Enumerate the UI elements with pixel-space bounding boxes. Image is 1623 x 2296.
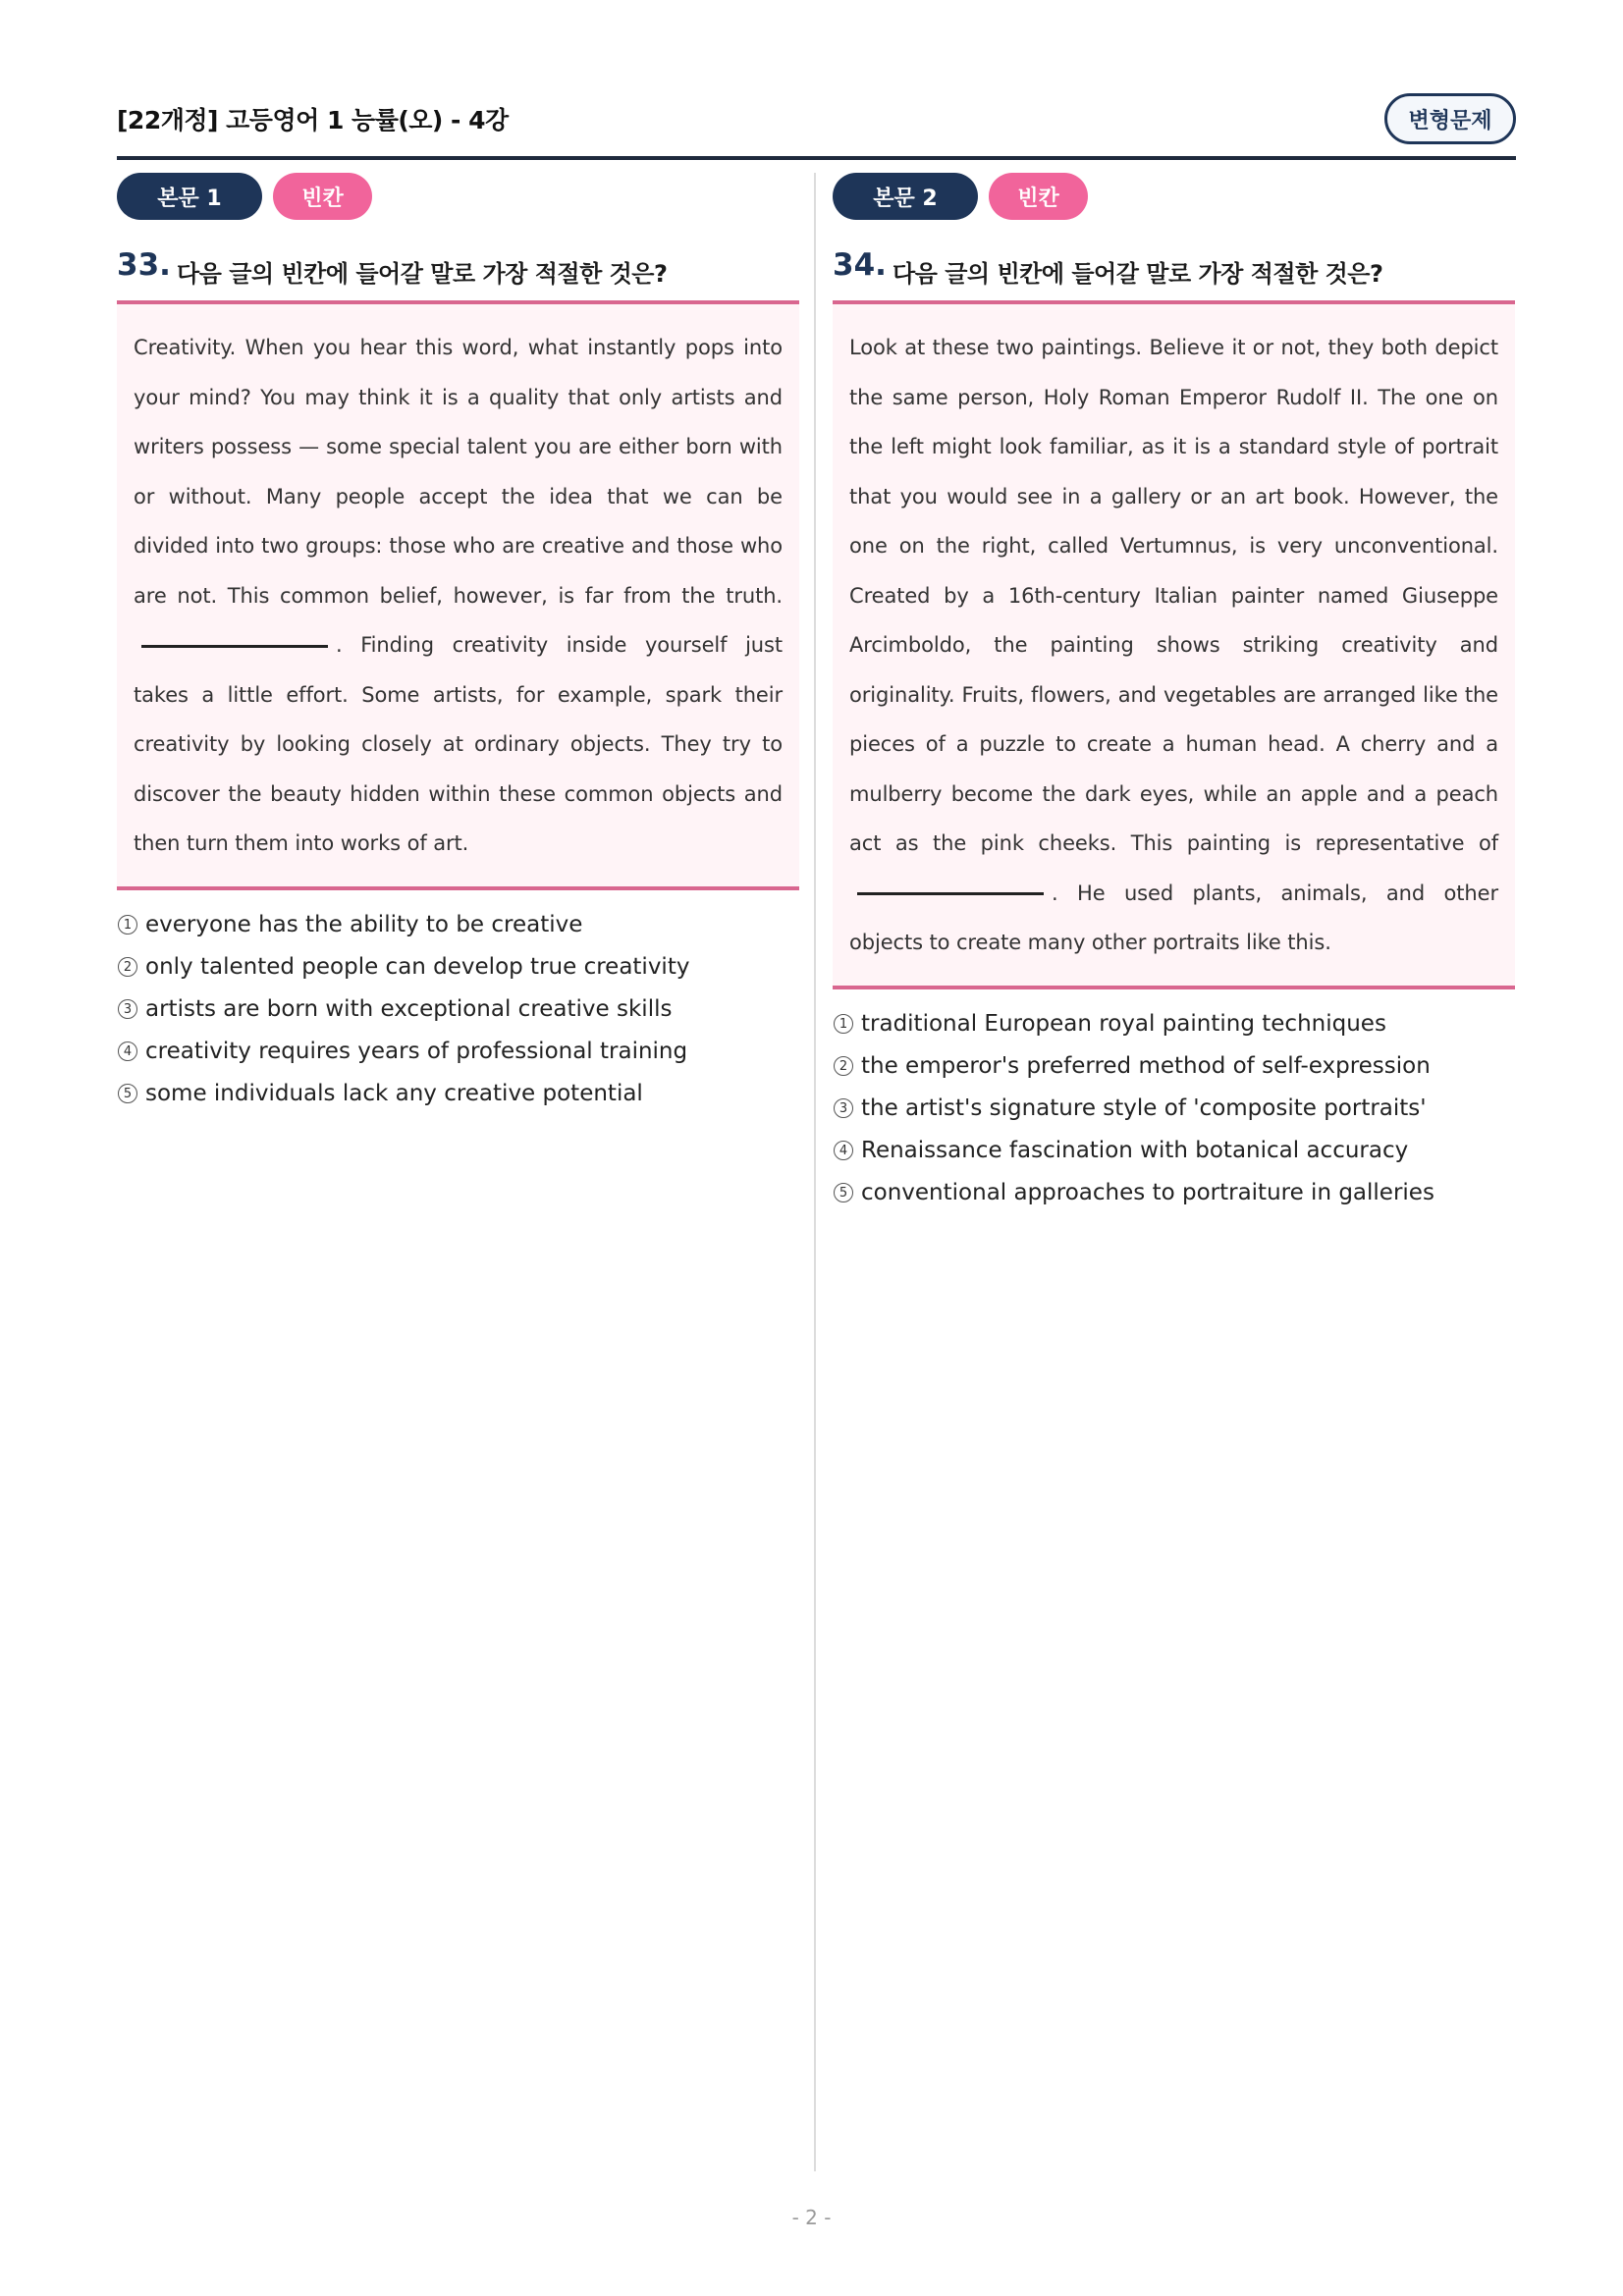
option-text: artists are born with exceptional creative skills: [145, 995, 673, 1022]
option-number-circle: 2: [834, 1056, 853, 1076]
page-number: - 2 -: [791, 2206, 832, 2229]
answer-options: [117, 904, 799, 1115]
passage-box: [833, 300, 1515, 989]
question-number: 33.: [117, 247, 171, 283]
option-text: everyone has the ability to be creative: [145, 911, 583, 937]
page-header: [117, 93, 1516, 160]
passage-text-after-blank: . Finding creativity inside yourself just takes a little effort. Some artists, for example, spark their creativity by looking closely at ordinary objects. They try to discover the beauty hidden within these common objects and then turn them into works of art.: [134, 633, 783, 855]
answer-options: [833, 1003, 1515, 1214]
option-number-circle: 3: [118, 999, 137, 1019]
type-tag: 빈칸: [989, 173, 1088, 220]
question-prompt: 다음 글의 빈칸에 들어갈 말로 가장 적절한 것은?: [177, 260, 668, 288]
option-number-circle: 2: [118, 957, 137, 977]
question-34-column: [833, 173, 1515, 1214]
passage-text-after-blank: . He used plants, animals, and other objects to create many other portraits like this.: [849, 881, 1498, 954]
passage-text-before-blank: Look at these two paintings. Believe it or not, they both depict the same person, Holy Roman Emperor Rudolf II. The one on the left might look familiar, as it is a standard style of portrait that you would see in a gallery or an art book. However, the one on the right, called Vertumnus, is very unconventional. Created by a 16th-century Italian painter named Giuseppe Arcimboldo, the painting shows striking creativity and originality. Fruits, flowers, and vegetables are arranged like the pieces of a puzzle to create a human head. A cherry and a mulberry become the dark eyes, while an apple and a peach act as the pink cheeks. This painting is representative of: [849, 336, 1498, 855]
question-heading: [833, 247, 1515, 291]
option-text: conventional approaches to portraiture in galleries: [861, 1179, 1434, 1205]
section-tag: 본문 1: [117, 173, 262, 220]
answer-blank: [141, 645, 328, 648]
question-prompt: 다음 글의 빈칸에 들어갈 말로 가장 적절한 것은?: [893, 260, 1383, 288]
option-number-circle: 3: [834, 1098, 853, 1118]
answer-option[interactable]: [117, 1073, 799, 1115]
option-text: creativity requires years of professional training: [145, 1038, 688, 1064]
question-tags: [117, 173, 799, 222]
option-number-circle: 4: [118, 1041, 137, 1061]
question-heading: [117, 247, 799, 291]
answer-option[interactable]: [117, 946, 799, 988]
option-number-circle: 4: [834, 1141, 853, 1160]
answer-option[interactable]: [117, 988, 799, 1031]
answer-option[interactable]: [833, 1172, 1515, 1214]
type-tag: 빈칸: [273, 173, 372, 220]
option-text: only talented people can develop true creativity: [145, 953, 690, 980]
worksheet-title: [22개정] 고등영어 1 능률(오) - 4강: [117, 106, 509, 134]
answer-blank: [857, 892, 1044, 895]
option-text: the artist's signature style of 'composite portraits': [861, 1095, 1427, 1121]
column-divider: [814, 173, 816, 2171]
passage-box: [117, 300, 799, 890]
passage-text-before-blank: Creativity. When you hear this word, what instantly pops into your mind? You may think it is a quality that only artists and writers possess — some special talent you are either born with or without. Many people accept the idea that we can be divided into two groups: those who are creative and those who are not. This common belief, however, is far from the truth.: [134, 336, 783, 608]
problem-type-badge: 변형문제: [1384, 93, 1516, 144]
option-number-circle: 5: [834, 1183, 853, 1202]
answer-option[interactable]: [833, 1003, 1515, 1045]
option-number-circle: 1: [118, 915, 137, 934]
answer-option[interactable]: [833, 1045, 1515, 1088]
option-text: traditional European royal painting techniques: [861, 1010, 1386, 1037]
answer-option[interactable]: [117, 1031, 799, 1073]
option-number-circle: 5: [118, 1084, 137, 1103]
option-text: the emperor's preferred method of self-expression: [861, 1052, 1431, 1079]
section-tag: 본문 2: [833, 173, 978, 220]
answer-option[interactable]: [117, 904, 799, 946]
question-number: 34.: [833, 247, 887, 283]
question-33-column: [117, 173, 799, 1115]
option-text: Renaissance fascination with botanical accuracy: [861, 1137, 1409, 1163]
answer-option[interactable]: [833, 1088, 1515, 1130]
option-text: some individuals lack any creative potential: [145, 1080, 643, 1106]
question-tags: [833, 173, 1515, 222]
option-number-circle: 1: [834, 1014, 853, 1034]
header-rule: [117, 156, 1516, 160]
answer-option[interactable]: [833, 1130, 1515, 1172]
